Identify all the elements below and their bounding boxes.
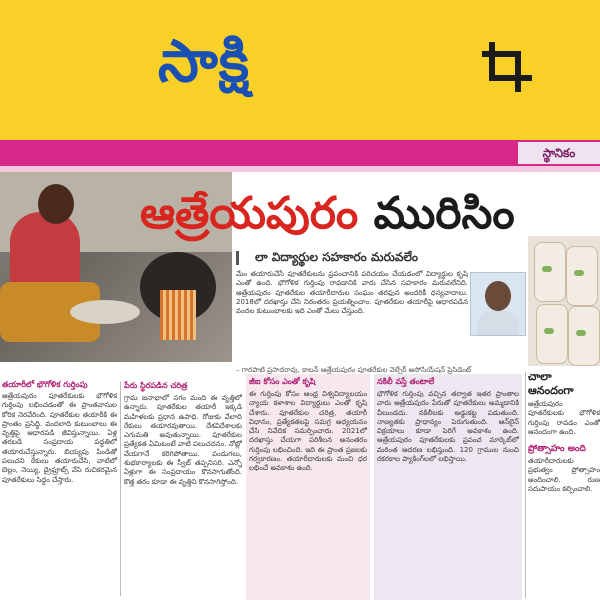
column-5-subheading: ప్రోత్సాహం అంది xyxy=(528,444,586,455)
article-photo-sweets xyxy=(528,236,600,366)
column-4-heading: నకిలీ వస్తే తంటాలే xyxy=(377,377,435,386)
article-column-1: తయారీలో భౌగోళిక గుర్తింపు ఆత్రేయపురం పూతరేకులకు భౌగోళిక గుర్తింపు లభించడంతో ఈ ప్రాంతవాసుల కోరిక నెరవేరింది. పూతరేకుల తయారీకి ఈ ప్రాంతం ప్రసిద్ధి. వందలాది కుటుంబాలు ఈ వృత్తిపై ఆధారపడి జీవిస్తున్నాయి. ఏళ్ల తరబడి సంప్రదాయ పద్ధతిలో తయారుచేస్తున్నారు. బియ్యపు పిండితో పలుచని రేకులు తయారుచేసి, వాటిలో బెల్లం, నెయ్యి, డ్రైఫ్రూట్స్ వేసి రుచికరమైన పూతరేకులు సిద్ధం చేస్తారు. xyxy=(2,380,117,484)
column-1-lead: తయారీలో భౌగోళిక గుర్తింపు xyxy=(2,380,88,389)
article-column-2: పేరు స్థిరపడిన చరిత్ర గ్రామ జనాభాలో సగం మంది ఈ వృత్తిలో ఉన్నారు. పూతరేకుల తయారీ ఇక్కడి మహిళలకు ప్రధాన ఉపాధి. రోజుకు వేలాది రేకులు తయారవుతాయి. దేశవిదేశాలకు ఎగుమతి అవుతున్నాయి. పూతరేకుల ప్రత్యేకత ఏమిటంటే వాటి పలుచదనం. నోట్లో వేయగానే కరిగిపోతాయి. పండుగలు, శుభకార్యాలకు ఈ స్వీట్ తప్పనిసరి. ఎన్నో ఏళ్లుగా ఈ సంప్రదాయం కొనసాగుతోంది. కొత్త తరం కూడా ఈ వృత్తిని కొనసాగిస్తోంది. xyxy=(124,381,242,486)
column-divider xyxy=(120,382,121,596)
headline-part-1: ఆత్రేయపురం xyxy=(140,188,359,239)
newspaper-logo: సాక్షి xyxy=(158,27,251,95)
quote-attribution: – గారపాటి ప్రసాదరావు, కాటన్ ఆత్రేయపురం పూతరేకుల వెల్ఫేర్ అసోసియేషన్ ప్రెసిడెంట్ xyxy=(236,366,472,374)
article-column-4: నకిలీ వస్తే తంటాలే భౌగోళిక గుర్తింపు వచ్చిన తర్వాత ఇతర ప్రాంతాల వారు ఆత్రేయపురం పేరుతో పూతరేకులు అమ్మడానికి వీలుండదు. నకిలీలకు అడ్డుకట్ట పడుతుంది. నాణ్యతకు ప్రాధాన్యం పెరుగుతుంది. ఆన్‌లైన్ విక్రయాలు కూడా పెరిగే అవకాశం ఉంది. ఆత్రేయపురం పూతరేకులకు ప్రపంచ మార్కెట్‌లో మరింత ఆదరణ లభిస్తుంది. 120 గ్రాముల నుంచి రకరకాల ప్యాకింగ్‌లలో లభిస్తాయి. xyxy=(374,374,522,600)
author-photo xyxy=(470,272,526,336)
article-column-5: చాలా ఆనందంగా ఆత్రేయపురం పూతరేకులకు భౌగోళిక గుర్తింపు రావడం ఎంతో ఆనందంగా ఉంది. ప్రోత్సాహం అంది తయారీదారులకు ప్రభుత్వం ప్రోత్సాహం అందించాలి. రుణ సదుపాయం కల్పించాలి. xyxy=(528,370,600,494)
article-column-3: జీఐ కోసం ఎంతో కృషి ఈ గుర్తింపు కోసం ఆంధ్ర విశ్వవిద్యాలయం న్యాయ కళాశాల విద్యార్థులు ఎంతో కృషి చేశారు. పూతరేకుల చరిత్ర, తయారీ విధానం, ప్రత్యేకతలపై సమగ్ర అధ్యయనం చేసి నివేదిక సమర్పించారు. 2021లో దరఖాస్తు చేయగా పరిశీలన అనంతరం గుర్తింపు లభించింది. ఇది ఈ ప్రాంత ప్రజలకు గర్వకారణం. తయారీదారులకు మంచి ధర లభించే అవకాశం ఉంది. xyxy=(246,374,370,600)
column-2-heading: పేరు స్థిరపడిన చరిత్ర xyxy=(124,381,188,390)
column-5-heading: చాలా ఆనందంగా xyxy=(528,370,574,397)
section-label: స్థానికం xyxy=(518,142,600,164)
section-band xyxy=(0,140,600,166)
quote-column: మేం తయారుచేసే పూతరేకులను ప్రపంచానికి పరిచయం చేయడంలో విద్యార్థుల కృషి ఎంతో ఉంది. భౌగోళిక గుర్తింపు రావడానికి వారు చేసిన సహకారం మరువలేనిది. ఆత్రేయపురం పూతరేకుల తయారీదారుల సంఘం తరఫున అందరికీ ధన్యవాదాలు. 2018లో దరఖాస్తు చేసి నిరంతరం ప్రయత్నించాం. పూతరేకుల తయారీపై ఆధారపడిన వందల కుటుంబాలకు ఇది ఎంతో మేలు చేస్తుంది. xyxy=(236,270,468,316)
quote-marker-icon xyxy=(236,251,249,265)
article-headline xyxy=(140,186,515,242)
masthead xyxy=(0,0,600,140)
sub-headline: లా విద్యార్థుల సహకారం మరువలేం xyxy=(236,246,526,268)
crop-icon[interactable] xyxy=(478,38,536,96)
column-divider xyxy=(525,372,526,598)
column-3-heading: జీఐ కోసం ఎంతో కృషి xyxy=(249,377,316,386)
headline-part-2: మురిసిం xyxy=(373,188,515,239)
